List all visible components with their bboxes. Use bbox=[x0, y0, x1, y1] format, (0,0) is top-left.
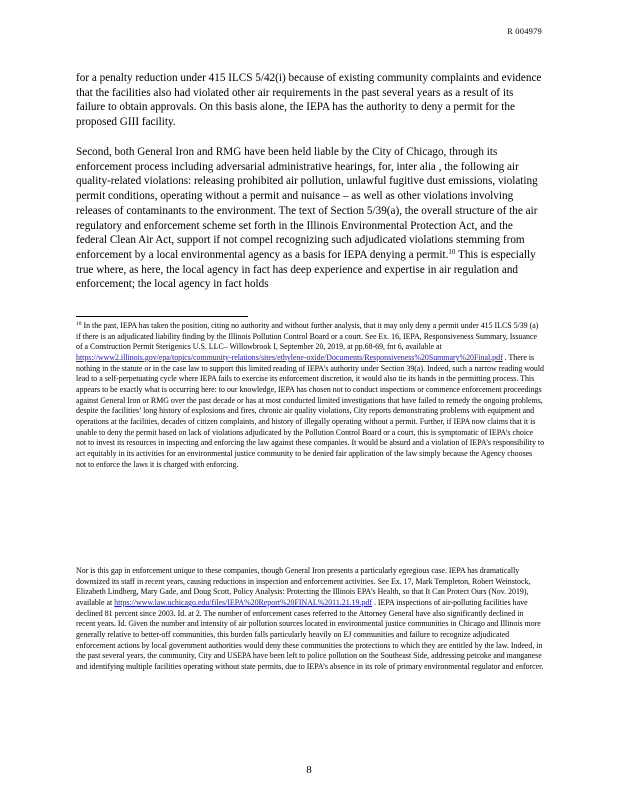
footnote-10-paragraph-2 bbox=[76, 566, 544, 673]
body-paragraph-2 bbox=[76, 145, 544, 292]
footnote-paragraph-2-link[interactable]: https://www.law.uchicago.edu/files/IEPA%20Report%20FINAL%2011.21.19.pdf bbox=[114, 597, 372, 607]
body-paragraph-1-text: for a penalty reduction under 415 ILCS 5/42(i) because of existing community complaints and evidence that the facilities also had violated other air requirements in the past several years as a result of its failure to obtain approvals. On this basis alone, the IEPA has the authority to deny a permit for the proposed GIII facility. bbox=[76, 72, 542, 129]
footnote-paragraph-2-text-continued: . IEPA inspections of air-polluting facilities have declined 81 percent since 2003. Id. at 2. The number of enforcement cases referred to the Attorney General have also significantly declined in recent years. Id. Given the number and intensity of air pollution sources located in environmental justice communities in Chicago and Illinois more generally relative to better-off communities, this burden falls particularly heavily on EJ communities and failure to recognize adjudicated enforcement actions by local government authorities would deny these communities the protections to which they are entitled by the law. Indeed, in the past several years, the community, City and USEPA have been left to police pollution on the Southeast Side, addressing petcoke and manganese and identifying multiple facilities operating without state permits, due to IEPA’s absence in its role of primary environmental regulator and enforcer. bbox=[76, 597, 544, 671]
footnote-10-text: In the past, IEPA has taken the position, citing no authority and without further analysis, that it may only deny a permit under 415 ILCS 5/39 (a) if there is an adjudicated liability finding by the Illinois Pollution Control Board or a court. See Ex. 16, IEPA, Responsiveness Summary, Issuance of a Construction Permit Sterigenics U.S. LLC– Willowbrook I, September 20, 2019, at pp.68-69, fnt 6, available at bbox=[76, 321, 539, 352]
footnote-separator bbox=[76, 316, 248, 317]
footnote-10-text-continued: . There is nothing in the statute or in the case law to support this limited reading of IEPA’s authority under Section 39(a). Indeed, such a narrow reading would lead to a self-perpetuating cycle where IEPA fails to exercise its enforcement discretion, it would also tie its hands in the permitting process. This appears to be exactly what is occurring here: to our knowledge, IEPA has chosen not to conduct inspections or commence enforcement proceedings against General Iron or RMG over the past decade or has at most conducted limited investigations that have failed to remedy the ongoing problems, despite the facilities’ long history of explosions and fires, chronic air quality violations, City reports demonstrating problems with equipment and operations at the facilities, decades of citizen complaints, and history of illegally operating without a permit. Further, if IEPA now claims that it is unable to deny the permit based on lack of violations adjudicated by the Pollution Control Board or a court, this is symptomatic of IEPA’s choice not to invest its resources in inspecting and enforcing the law against these companies. It would be absurd and a violation of IEPA’s responsibility to act equitably in its activities for an environmental justice community to be denied fair application of the law simply because the Agency chooses not to enforce the laws it is charged with enforcing. bbox=[76, 352, 545, 469]
body-paragraph-1 bbox=[76, 71, 544, 130]
page-number: 8 bbox=[306, 764, 312, 776]
footnote-paragraph-2-text: Nor is this gap in enforcement unique to these companies, though General Iron presents a particularly egregious case. IEPA has dramatically downsized its staff in recent years, causing reductions in inspection and enforcement activities. See Ex. 17, Mark Templeton, Robert Weinstock, Elizabeth Lindberg, Mary Gade, and Doug Scott, Policy Analysis: Protecting the Illinois EPA’s Health, so that It Can Protect Ours (Nov. 2019), available at bbox=[76, 566, 531, 607]
footnote-10 bbox=[76, 321, 544, 470]
footnote-10-link[interactable]: https://www2.illinois.gov/epa/topics/community-relations/sites/ethylene-oxide/Documents/Responsiveness%20Summary%20Final.pdf bbox=[76, 352, 503, 362]
body-paragraph-2-text: Second, both General Iron and RMG have been held liable by the City of Chicago, through its enforcement process including adversarial administrative hearings, for, inter alia , the following air quality-related violations: releasing prohibited air pollution, unlawful fugitive dust emissions, violating permit conditions, operating without a permit and nuisance – as well as other violations involving releases of contaminants to the environment. The text of Section 5/39(a), the overall structure of the air regulatory and enforcement scheme set forth in the Illinois Environmental Protection Act, and the federal Clean Air Act, support if not compel recognizing such adjudicated violations stemming from enforcement by a local environmental agency as a basis for IEPA denying a permit. bbox=[76, 146, 538, 261]
footnote-reference-10[interactable]: 10 bbox=[448, 247, 456, 256]
body-paragraph-2-continued: This is especially true where, as here, the local agency in fact has deep experience and expertise in air regulation and enforcement; the local agency in fact holds bbox=[76, 248, 536, 291]
footnote-number: 10 bbox=[76, 321, 82, 327]
bates-number: R 004979 bbox=[507, 26, 542, 36]
